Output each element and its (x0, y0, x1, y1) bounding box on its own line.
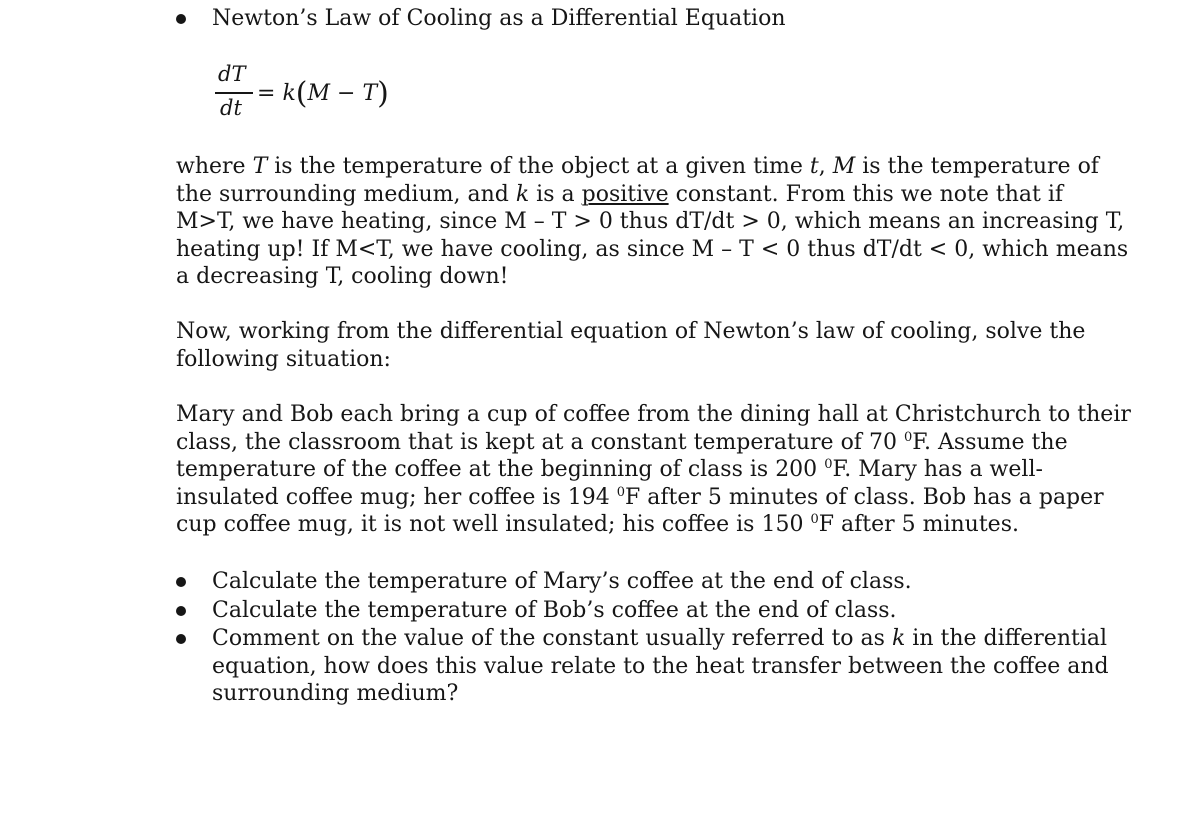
paragraph-line: a decreasing T, cooling down! (176, 264, 509, 290)
degree-superscript: 0 (810, 512, 819, 528)
paragraph-line: insulated coffee mug; her coffee is 194 $^0$F after 5 minutes of class. Bob has a paper (176, 484, 1104, 510)
paragraph-line: class, the classroom that is kept at a constant temperature of 70 $^0$F. Assume the (176, 429, 1068, 455)
bullet-icon (176, 606, 186, 616)
question-line: equation, how does this value relate to the heat transfer between the coffee and (212, 653, 1109, 679)
equals-sign: = (257, 81, 276, 106)
equation-M: M (307, 81, 331, 106)
section-heading: Newton’s Law of Cooling as a Differential Equation (212, 6, 786, 31)
bullet-icon (176, 634, 186, 644)
fraction-bar (215, 92, 253, 94)
equation-right-side (257, 76, 389, 111)
paragraph-line: cup coffee mug, it is not well insulated; his coffee is 150 $^0$F after 5 minutes. (176, 512, 1019, 538)
paragraph-line: where T is the temperature of the object at a given time t, M is the temperature of (176, 154, 1099, 179)
explanation-paragraph (176, 153, 1129, 291)
paragraph-line: the surrounding medium, and k is a positive constant. From this we note that if (176, 181, 1064, 207)
question-text: Calculate the temperature of Mary’s coffee at the end of class. (212, 569, 912, 594)
minus-sign: − (337, 81, 356, 106)
bullet-icon (176, 14, 186, 24)
close-paren: ) (377, 76, 389, 111)
paragraph-line: M>T, we have heating, since M – T > 0 thus dT/dt > 0, which means an increasing T, (176, 209, 1125, 235)
question-line: surrounding medium? (212, 681, 459, 707)
equation-numerator: dT (218, 62, 246, 86)
degree-superscript: 0 (903, 429, 913, 445)
equation-denominator: dt (220, 96, 242, 120)
bullet-icon (176, 577, 186, 587)
differential-equation (213, 62, 393, 132)
open-paren: ( (295, 76, 308, 111)
underlined-positive: positive (581, 181, 669, 207)
problem-paragraph (176, 401, 1131, 539)
paragraph-line: temperature of the coffee at the beginning of class is 200 $^0$F. Mary has a well- (176, 457, 1043, 483)
question-text (212, 625, 1109, 708)
equation-T: T (362, 81, 378, 106)
degree-superscript: 0 (824, 457, 833, 473)
paragraph-line: following situation: (176, 346, 391, 372)
paragraph-line: Now, working from the differential equation of Newton’s law of cooling, solve the (176, 319, 1086, 344)
equation-k: k (282, 81, 296, 106)
question-line: Comment on the value of the constant usually referred to as k in the differential (212, 626, 1108, 651)
paragraph-line: heating up! If M<T, we have cooling, as since M – T < 0 thus dT/dt < 0, which means (176, 236, 1129, 262)
paragraph-line: Mary and Bob each bring a cup of coffee from the dining hall at Christchurch to their (176, 402, 1131, 427)
instruction-paragraph (176, 318, 1086, 373)
degree-superscript: 0 (616, 484, 626, 500)
question-text: Calculate the temperature of Bob’s coffee at the end of class. (212, 598, 897, 623)
